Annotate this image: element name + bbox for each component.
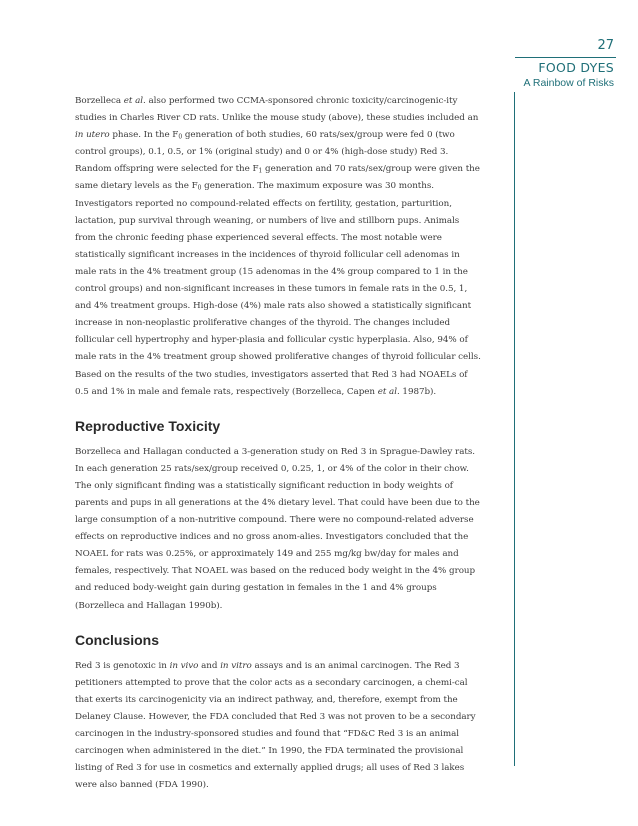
heading-reproductive-toxicity: Reproductive Toxicity [75,417,221,434]
reproductive-paragraph: Borzelleca and Hallagan conducted a 3-generation study on Red 3 in Sprague-Dawley rats. In each generation 25 rats/sex/group received 0, 0.25, 1, or 4% of the color in their chow. The only significant finding was a statistically significant reduction in body weights of parents and pups in all generations at the 4% dietary level. That could have been due to the large consumption of a non-nutritive compound. There were no compound-related adverse effects on reproductive indices and no gross anom-alies. Investigators concluded that the NOAEL for rats was 0.25%, or approximately 149 and 255 mg/kg bw/day for males and females, respectively. That NOAEL was based on the reduced body weight in the 4% group and reduced body-weight gain during gestation in females in the 1 and 4% groups (Borzelleca and Hallagan 1990b). [75,446,480,611]
margin-rule [514,92,515,766]
page-number: 27 [597,38,614,53]
running-header-title: FOOD DYES [538,60,614,75]
heading-conclusions: Conclusions [75,631,160,648]
body-text [75,93,481,794]
intro-paragraph: Borzelleca et al. also performed two CCMA-sponsored chronic toxicity/carcinogenic-ity studies in Charles River CD rats. Unlike the mouse study (above), these studies included an in utero phase. In the $F_0$ generation of both studies, 60 rats/sex/group were fed 0 (two control groups), 0.1, 0.5, or 1% (original study) and 0 or 4% (high-dose study) Red 3. Random offspring were selected for the $F_1$ generation and 70 rats/sex/group were given the same dietary levels as the $F_0$ generation. The maximum exposure was 30 months. Investigators reported no compound-related effects on fertility, gestation, parturition, lactation, pup survival through weaning, or numbers of live and stillborn pups. Animals from the chronic feeding phase experienced several effects. The most notable were statistically significant increases in the incidences of thyroid follicular cell adenomas in male rats in the 4% treatment group (15 adenomas in the 4% group compared to 1 in the control groups) and non-significant increases in these tumors in female rats in the 0.5, 1, and 4% treatment groups. High-dose (4%) male rats also showed a statistically significant increase in non-neoplastic proliferative changes of the thyroid. The changes included follicular cell hypertrophy and hyper-plasia and follicular cystic hyperplasia. Also, 94% of male rats in the 4% treatment group showed proliferative changes of thyroid follicular cells. Based on the results of the two studies, investigators asserted that Red 3 had NOAELs of 0.5 and 1% in male and female rats, respectively (Borzelleca, Capen et al. 1987b). [75,96,481,397]
header-divider [515,57,616,58]
conclusions-paragraph: Red 3 is genotoxic in in vivo and in vitro assays and is an animal carcinogen. The Red 3 petitioners attempted to prove that the color acts as a secondary carcinogen, a chemi-cal that exerts its carcinogenicity via an indirect pathway, and, therefore, exempt from the Delaney Clause. However, the FDA concluded that Red 3 was not proven to be a secondary carcinogen in the industry-sponsored studies and found that “FD&C Red 3 is an animal carcinogen when administered in the diet.” In 1990, the FDA terminated the provisional listing of Red 3 for use in cosmetics and externally applied drugs; all uses of Red 3 lakes were also banned (FDA 1990). [75,660,476,791]
running-header-subtitle: A Rainbow of Risks [523,77,614,89]
